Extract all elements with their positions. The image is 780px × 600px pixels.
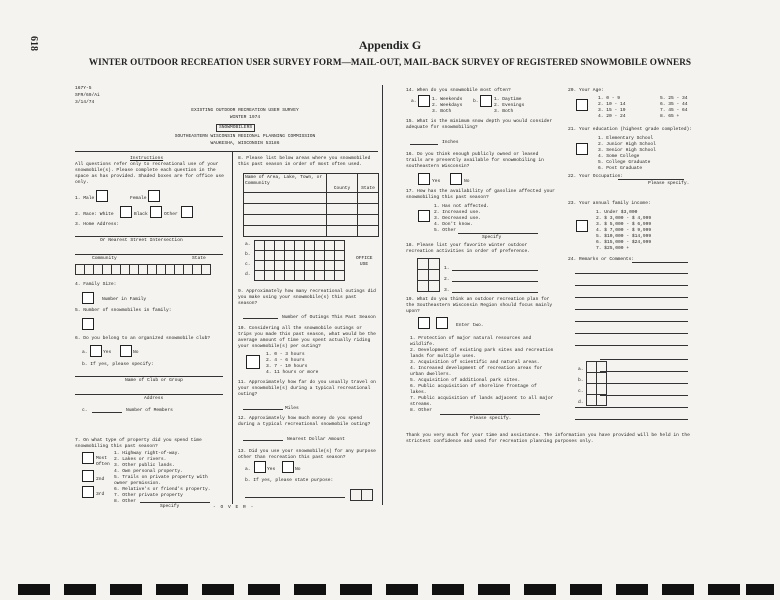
- daytime-options: 1. Daytime 2. Evenings 3. Both: [494, 97, 525, 114]
- areas-col-state: State: [358, 174, 379, 193]
- remarks-line-11[interactable]: [600, 395, 688, 396]
- form-badge: SNOWMOBILERS: [216, 124, 255, 132]
- second-label: 2nd: [96, 477, 105, 482]
- weekday-box[interactable]: [418, 95, 430, 107]
- q9-label: 9. Approximately how many recreational outings did you make using your snowmobile(s) this past season?: [238, 289, 376, 306]
- q6b-label: b. If yes, please specify:: [82, 362, 154, 367]
- remarks-line-6[interactable]: [575, 333, 688, 334]
- film-mark: [294, 584, 326, 595]
- q19-label: 19. What do you think an outdoor recreation plan for the Southeastern Wisconsin Region should focus mainly upon?: [406, 297, 553, 314]
- age-box[interactable]: [576, 99, 588, 111]
- activity-line-3[interactable]: [452, 292, 538, 293]
- age-options-a: 1. 0 - 9 2. 10 - 14 3. 15 - 19 4. 20 - 24: [598, 96, 626, 119]
- age-options-b: 5. 25 - 34 6. 35 - 44 7. 45 - 64 8. 65 +: [660, 96, 688, 119]
- office-letters: a. b. c. d.: [578, 367, 584, 405]
- street-caption: Or Nearest Street Intersection: [100, 238, 183, 243]
- focus-box-2[interactable]: [436, 317, 448, 329]
- q22-label: 22. Your Occupation:: [568, 174, 624, 179]
- focus-box-1[interactable]: [418, 317, 430, 329]
- remarks-line-1[interactable]: [575, 273, 688, 274]
- film-mark: [18, 584, 50, 595]
- education-box[interactable]: [576, 143, 588, 155]
- over-label: - O V E R -: [213, 505, 255, 510]
- trails-no-checkbox[interactable]: [450, 173, 462, 185]
- thank-you-note: Thank you very much for your time and assistance. The information you have provided will be held in the strictest confidence and used for recreation planning purposes only.: [406, 433, 690, 444]
- riding-time-options: 1. 0 - 3 hours 2. 4 - 6 hours 3. 7 - 10 hours 4. 11 hours or more: [266, 352, 319, 375]
- remarks-line-12[interactable]: [575, 407, 688, 408]
- activity-line-2[interactable]: [452, 281, 538, 282]
- film-mark: [64, 584, 96, 595]
- film-mark: [708, 584, 740, 595]
- form-heading-line2: WINTER 1974: [229, 115, 261, 120]
- female-checkbox[interactable]: [148, 190, 160, 202]
- remarks-line-10[interactable]: [600, 383, 688, 384]
- daytime-box[interactable]: [480, 95, 492, 107]
- q16-label: 16. Do you think enough publicly owned or leased trails are presently available for snowmobiling in southeastern Wisconsin?: [406, 152, 544, 169]
- often-label: Often: [96, 462, 110, 467]
- q13-label: 13. Did you use your snowmobile(s) for any purpose other than recreation this past season?: [238, 449, 376, 460]
- occupation-line[interactable]: [618, 179, 684, 180]
- q4-label: 4. Family Size:: [75, 282, 117, 287]
- income-options: 1. Under $3,000 2. $ 3,000 - $ 4,999 3. $ 5,000 - $ 6,999 4. $ 7,000 - $ 9,999 5. $10,000 - $14,999 6. $15,000 - $24,999 7. $25,000 +: [596, 210, 652, 251]
- zip-grid[interactable]: [75, 264, 211, 275]
- property-specify-caption: Specify: [160, 504, 180, 509]
- column-divider-mid: [382, 85, 383, 505]
- state-caption: State: [192, 256, 206, 261]
- other-purpose-yes-checkbox[interactable]: [254, 461, 266, 473]
- areas-col-name: Name of Area, Lake, Town, or Community: [244, 174, 327, 193]
- occupation-caption: Please specify.: [648, 181, 690, 186]
- office-row-labels: a. b. c. d.: [245, 242, 251, 277]
- film-mark: [202, 584, 234, 595]
- club-no-checkbox[interactable]: [120, 345, 132, 357]
- q2-label: 2. Race: White: [75, 212, 114, 217]
- film-mark: [432, 584, 464, 595]
- q3-label: 3. Home Address:: [75, 222, 120, 227]
- community-line[interactable]: [75, 254, 223, 255]
- club-name-line[interactable]: [75, 376, 223, 377]
- inches-line[interactable]: [410, 144, 438, 145]
- club-yes-checkbox[interactable]: [90, 345, 102, 357]
- form-code-1: 167Y-5: [75, 86, 92, 91]
- enter-two-label: Enter two.: [456, 323, 484, 328]
- column-divider-left: [232, 152, 233, 504]
- outings-line[interactable]: [243, 318, 278, 319]
- most-often-box[interactable]: [82, 452, 94, 464]
- remarks-office-grid: [586, 361, 607, 406]
- page-number: 618: [28, 36, 39, 51]
- form-heading-line3: SOUTHEASTERN WISCONSIN REGIONAL PLANNING COMMISSION: [174, 134, 316, 139]
- header-rule: [75, 151, 378, 152]
- weekday-options: 1. Weekends 2. Weekdays 3. Both: [432, 97, 463, 114]
- black-checkbox[interactable]: [150, 206, 162, 218]
- focus-options: 1. Protection of major natural resources and wildlife. 2. Development of existing park sites and recreation lands for multiple uses. 3. Acquisition of scientific and natural areas. 4. Increased development of recreation areas for urban dwellers. 5. Acquisition of additional park sites. 6. Public acquisition of shoreline frontage of lakes. 7. Public acquisition of lands adjacent to all major streams. 8. Other: [410, 336, 554, 413]
- gasoline-options: 1. Has not affected. 2. Increased use. 3. Decreased use. 4. Don't know. 5. Other: [434, 204, 490, 233]
- q12-label: 12. Approximately how much money do you spend during a typical recreational snowmobile outing?: [238, 416, 371, 427]
- dollar-caption: Nearest Dollar Amount: [287, 437, 345, 442]
- q17-label: 17. How has the availability of gasoline affected your snowmobiling this past season?: [406, 189, 555, 200]
- film-mark: [248, 584, 280, 595]
- q1-label: 1. Male: [75, 196, 95, 201]
- male-checkbox[interactable]: [96, 190, 108, 202]
- q23-label: 23. Your annual family income:: [568, 201, 651, 206]
- remarks-line-9[interactable]: [600, 371, 688, 372]
- miles-line[interactable]: [243, 409, 283, 410]
- members-caption: Number of Members: [126, 408, 173, 413]
- riding-time-box[interactable]: [246, 355, 260, 369]
- q18-label: 18. Please list your favorite winter outdoor recreation activities in order of preference.: [406, 243, 531, 254]
- focus-specify-caption: Please specify.: [470, 416, 512, 421]
- film-mark: [156, 584, 188, 595]
- other-purpose-no-label: No: [295, 467, 301, 472]
- other-label: Other: [164, 212, 178, 217]
- office-use-grid: [254, 240, 345, 281]
- education-options: 1. Elementary School 2. Junior High School 3. Senior High School 4. Some College 5. College Graduate 6. Post Graduate: [598, 136, 656, 171]
- q21-label: 21. Your education (highest grade completed):: [568, 127, 693, 132]
- office-use-label: OFFICE USE: [356, 256, 373, 267]
- film-mark: [110, 584, 142, 595]
- family-size-caption: Number in Family: [102, 297, 147, 302]
- film-mark: [662, 584, 694, 595]
- form-heading-line4: WAUKESHA, WISCONSIN 53186: [210, 141, 280, 146]
- film-mark: [746, 584, 774, 595]
- film-mark: [570, 584, 602, 595]
- club-no-label: No: [133, 350, 139, 355]
- community-caption: Community: [92, 256, 117, 261]
- trails-yes-checkbox[interactable]: [418, 173, 430, 185]
- remarks-line-7[interactable]: [575, 345, 688, 346]
- remarks-line-5[interactable]: [575, 321, 688, 322]
- areas-col-county: County: [327, 174, 358, 193]
- q8-label: 8. Please list below areas where you snowmobiled this past season in order of most often used.: [238, 156, 371, 167]
- trails-no-label: No: [464, 179, 470, 184]
- remarks-line-8[interactable]: [600, 359, 688, 360]
- most-label: Most: [96, 456, 108, 461]
- remarks-line-3[interactable]: [575, 297, 688, 298]
- form-code-2: SFR/69/Ai: [75, 93, 100, 98]
- film-mark: [478, 584, 510, 595]
- third-box[interactable]: [82, 486, 94, 498]
- q6-label: 6. Do you belong to an organized snowmobile club?: [75, 336, 211, 341]
- property-options: 1. Highway right-of-way. 2. Lakes or rivers. 3. Other public lands. 4. Own personal property. 5. Trails on private property with owner permission. 6. Relative's or friend's property. 7. Other private property 8. Other: [114, 451, 211, 504]
- purpose-office-grid: [350, 489, 373, 501]
- members-line[interactable]: [92, 412, 122, 413]
- form-code-3: 3/14/74: [75, 100, 95, 105]
- q5-label: 5. Number of snowmobiles in family:: [75, 308, 172, 313]
- activity-line-1[interactable]: [452, 270, 538, 271]
- outings-caption: Number of Outings This Past Season: [282, 315, 376, 320]
- inches-caption: Inches: [442, 140, 459, 145]
- q20-label: 20. Your Age:: [568, 88, 604, 93]
- form-heading-line1: EXISTING OUTDOOR RECREATION USER SURVEY: [191, 108, 299, 113]
- third-label: 3rd: [96, 492, 105, 497]
- other-purpose-no-checkbox[interactable]: [282, 461, 294, 473]
- remarks-line-2[interactable]: [575, 285, 688, 286]
- q13b-label: b. If yes, please state purpose:: [245, 478, 334, 483]
- film-mark: [340, 584, 372, 595]
- q11-label: 11. Approximately how far do you usually travel on your snowmobile(s) during a typical recreational outing?: [238, 380, 376, 397]
- white-checkbox[interactable]: [120, 206, 132, 218]
- club-address-caption: Address: [144, 396, 164, 401]
- income-box[interactable]: [576, 220, 588, 232]
- focus-specify-line[interactable]: [440, 414, 540, 415]
- trails-yes-label: Yes: [432, 179, 441, 184]
- black-label: Black: [134, 212, 148, 217]
- gasoline-specify-line[interactable]: [458, 233, 538, 234]
- gasoline-specify-caption: Specify: [482, 235, 502, 240]
- remarks-line-13[interactable]: [575, 419, 688, 420]
- club-yes-label: Yes: [103, 350, 112, 355]
- family-size-box[interactable]: [82, 292, 94, 304]
- dollar-line[interactable]: [243, 440, 283, 441]
- female-label: Female: [130, 196, 147, 201]
- film-mark: [524, 584, 556, 595]
- appendix-heading: Appendix G: [358, 38, 422, 52]
- activities-grid: [417, 258, 440, 292]
- q24-label: 24. Remarks or Comments:: [568, 257, 635, 262]
- gasoline-box[interactable]: [418, 210, 430, 222]
- other-race-checkbox[interactable]: [181, 206, 193, 218]
- remarks-line-4[interactable]: [575, 309, 688, 310]
- film-mark: [616, 584, 648, 595]
- club-name-caption: Name of Club or Group: [125, 378, 183, 383]
- purpose-line[interactable]: [245, 497, 345, 498]
- instructions-text: All questions refer only to recreational use of your snowmobile(s). Please complete each question in the space as has provided. Shaded boxes are for office use only.: [75, 162, 224, 185]
- miles-caption: Miles: [285, 406, 299, 411]
- other-purpose-yes-label: Yes: [267, 467, 276, 472]
- q14-label: 14. When do you snowmobile most often?: [406, 88, 511, 93]
- second-box[interactable]: [82, 470, 94, 482]
- q10-label: 10. Considering all the snowmobile outings or trips you made this past season, what would be the average amount of time you spent actually riding your snowmobile(s) per outing?: [238, 326, 376, 349]
- remarks-line-0[interactable]: [632, 262, 688, 263]
- film-mark: [386, 584, 418, 595]
- instructions-title: Instructions: [130, 156, 164, 161]
- property-specify-line[interactable]: [140, 502, 210, 503]
- snowmobile-count-box[interactable]: [82, 318, 94, 330]
- club-address-line[interactable]: [75, 394, 223, 395]
- address-line[interactable]: [75, 236, 223, 237]
- areas-table[interactable]: [243, 173, 379, 237]
- page-title: WINTER OUTDOOR RECREATION USER SURVEY FORM—MAIL-OUT, MAIL-BACK SURVEY OF REGISTERED SNOWMOBILE OWNERS: [88, 57, 692, 67]
- q15-label: 15. What is the minimum snow depth you would consider adequate for snowmobiling?: [406, 119, 553, 130]
- q7-label: 7. On what type of property did you spend time snowmobiling this past season?: [75, 438, 202, 449]
